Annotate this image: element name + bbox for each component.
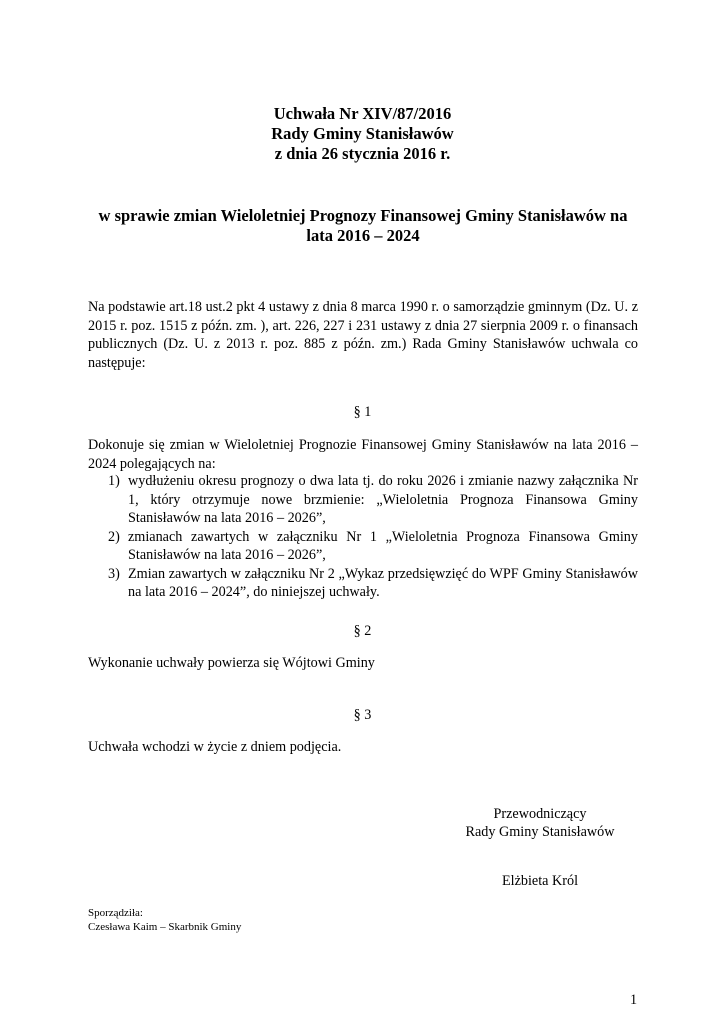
list-item-number: 1) xyxy=(108,473,120,489)
prepared-by-person: Czesława Kaim – Skarbnik Gminy xyxy=(88,921,242,933)
signature-body: Rady Gminy Stanisławów xyxy=(465,824,615,840)
section-3-heading: § 3 xyxy=(353,707,372,723)
section-1-text: Dokonuje się zmian w Wieloletniej Prognozie Finansowej Gminy Stanisławów na lata 2016 – 2024 polegających na: xyxy=(88,437,638,472)
section-2-text: Wykonanie uchwały powierza się Wójtowi Gminy xyxy=(88,655,375,671)
resolution-subject xyxy=(88,206,638,246)
section-3-text: Uchwała wchodzi w życie z dniem podjęcia. xyxy=(88,739,342,755)
page-number: 1 xyxy=(630,992,638,1008)
prepared-by-label: Sporządziła: xyxy=(88,907,143,919)
section-1-heading: § 1 xyxy=(353,404,372,420)
signature-block xyxy=(430,805,650,841)
resolution-date: z dnia 26 stycznia 2016 r. xyxy=(274,144,451,163)
list-item xyxy=(88,565,638,602)
section-1-list xyxy=(88,472,638,602)
list-item-text: Zmian zawartych w załączniku Nr 2 „Wykaz przedsięwzięć do WPF Gminy Stanisławów na lata 2016 – 2024”, do niniejszej uchwały. xyxy=(128,565,638,600)
resolution-number: Uchwała Nr XIV/87/2016 xyxy=(273,104,452,123)
preamble: Na podstawie art.18 ust.2 pkt 4 ustawy z dnia 8 marca 1990 r. o samorządzie gminnym (Dz. U. z 2015 r. poz. 1515 z późn. zm. ), art. 226, 227 i 231 ustawy z dnia 27 sierpnia 2009 r. o finansach publicznych (Dz. U. z 2013 r. poz. 885 z późn. zm.) Rada Gminy Stanisławów uchwala co następuje: xyxy=(88,299,638,371)
list-item-number: 3) xyxy=(108,565,120,582)
council-name: Rady Gminy Stanisławów xyxy=(271,124,454,143)
signature-name: Elżbieta Król xyxy=(501,873,579,889)
subject-line-2: lata 2016 – 2024 xyxy=(306,226,420,245)
list-item xyxy=(88,528,638,565)
list-item-number: 2) xyxy=(108,528,120,545)
signature-role: Przewodniczący xyxy=(493,806,587,822)
subject-line-1: w sprawie zmian Wieloletniej Prognozy Finansowej Gminy Stanisławów na xyxy=(98,206,628,225)
prepared-by xyxy=(88,906,241,934)
section-2-heading: § 2 xyxy=(353,623,372,639)
list-item-text: wydłużeniu okresu prognozy o dwa lata tj. do roku 2026 i zmianie nazwy załącznika Nr 1, który otrzymuje nowe brzmienie: „Wieloletnia Prognoza Finansowa Gminy Stanisławów na lata 2016 – 2026”, xyxy=(128,473,638,526)
list-item xyxy=(88,472,638,528)
resolution-title xyxy=(0,104,725,164)
list-item-text: zmianach zawartych w załączniku Nr 1 „Wieloletnia Prognoza Finansowa Gminy Stanisławów na lata 2016 – 2026”, xyxy=(128,528,638,563)
